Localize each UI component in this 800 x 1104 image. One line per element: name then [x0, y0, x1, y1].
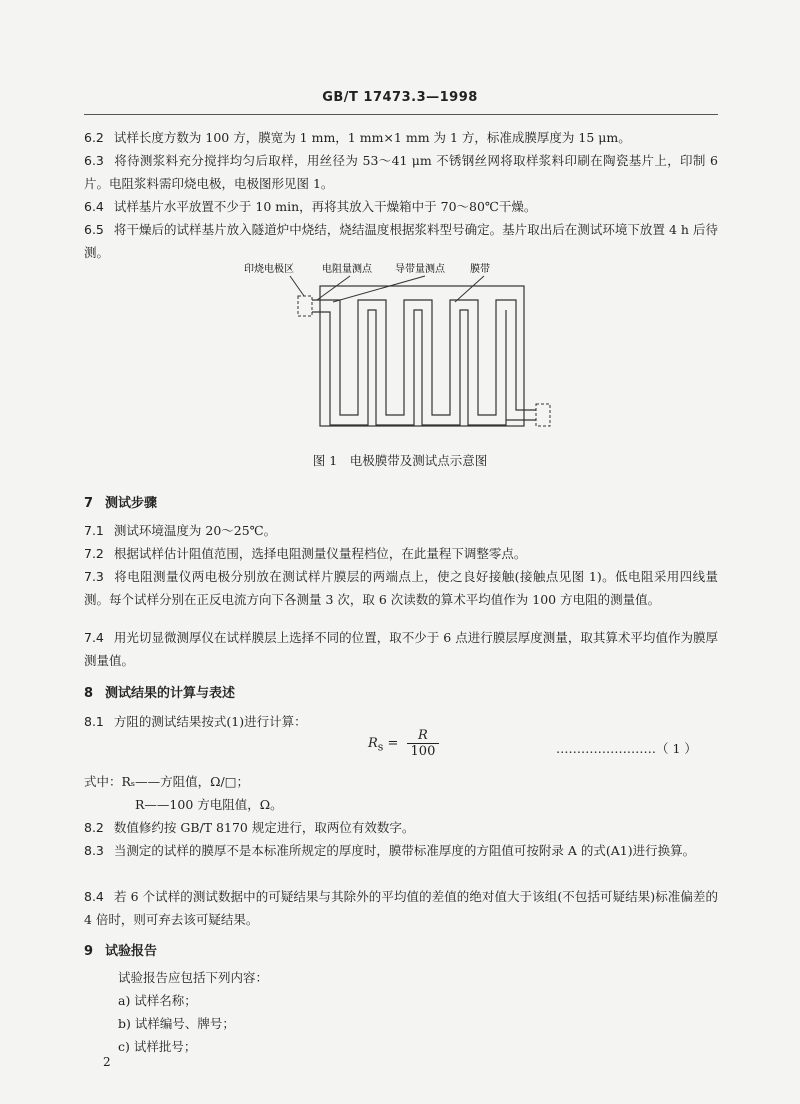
clause-number: 8.1 — [84, 714, 104, 729]
report-item-a: a) 试样名称； — [118, 993, 197, 1008]
clause-text: 若 6 个试样的测试数据中的可疑结果与其除外的平均值的差值的绝对值大于该组(不包括可疑结果)标准偏差的 4 倍时，则可弃去该可疑结果。 — [84, 889, 718, 927]
formula-equals: = — [383, 736, 403, 751]
section-9-heading — [84, 940, 157, 959]
section-title: 测试结果的计算与表述 — [105, 686, 236, 701]
clause-number: 8.2 — [84, 820, 104, 835]
label-resistance-point: 电阻量测点 — [322, 264, 372, 275]
label-print-electrode-area: 印烧电极区 — [244, 264, 294, 275]
clause-8-2 — [84, 816, 718, 839]
equation-number: ……………………（ 1 ） — [556, 741, 697, 756]
figure-caption: 图 1 电极膜带及测试点示意图 — [312, 453, 488, 468]
clause-text: 方阻的测试结果按式(1)进行计算： — [113, 714, 307, 729]
clause-text: 将待测浆料充分搅拌均匀后取样，用丝径为 53～41 μm 不锈钢丝网将取样浆料印刷在陶瓷基片上，印制 6 片。电阻浆料需印烧电极，电极图形见图 1。 — [84, 153, 718, 191]
section-number: 8 — [84, 686, 94, 701]
clause-7-1 — [84, 519, 718, 542]
right-electrode-box — [536, 404, 550, 426]
clause-number: 7.3 — [84, 569, 104, 584]
clause-number: 7.1 — [84, 523, 104, 538]
where-line-2: R——100 方电阻值，Ω。 — [135, 797, 283, 812]
clause-number: 8.4 — [84, 889, 104, 904]
clause-text: 当测定的试样的膜厚不是本标准所规定的厚度时，膜带标准厚度的方阻值可按附录 A 的式(A1)进行换算。 — [113, 843, 696, 858]
clause-text: 将干燥后的试样基片放入隧道炉中烧结，烧结温度根据浆料型号确定。基片取出后在测试环境下放置 4 h 后待测。 — [84, 222, 718, 260]
clause-7-4 — [84, 626, 718, 672]
formula-sub: s — [377, 740, 384, 754]
formula-denominator: 100 — [410, 744, 436, 759]
clause-text: 将电阻测量仪两电极分别放在测试样片膜层的两端点上，使之良好接触(接触点见图 1)。低电阻采用四线量测。每个试样分别在正反电流方向下各测量 3 次，取 6 次读数的算术平均值作为 100 方电阻的测量值。 — [84, 569, 718, 607]
clause-text: 试样基片水平放置不少于 10 min，再将其放入干燥箱中于 70～80℃干燥。 — [113, 199, 537, 214]
section-number: 7 — [84, 496, 94, 511]
clause-number: 6.4 — [84, 199, 104, 214]
clause-text: 用光切显微测厚仪在试样膜层上选择不同的位置，取不少于 6 点进行膜层厚度测量，取其算术平均值作为膜厚测量值。 — [84, 630, 718, 668]
clause-number: 8.3 — [84, 843, 104, 858]
clause-text: 测试环境温度为 20～25℃。 — [113, 523, 277, 538]
clause-7-2 — [84, 542, 718, 565]
clause-number: 6.5 — [84, 222, 104, 237]
report-item-b: b) 试样编号、牌号； — [118, 1016, 235, 1031]
report-intro: 试验报告应包括下列内容： — [118, 970, 269, 985]
section-number: 9 — [84, 944, 94, 959]
formula-fraction — [407, 728, 440, 759]
section-8-heading — [84, 682, 235, 701]
clause-number: 6.3 — [84, 153, 104, 168]
label-conductor-point: 导带量测点 — [395, 264, 445, 275]
section-7-heading — [84, 492, 157, 511]
label-film-strip: 膜带 — [470, 264, 490, 275]
clause-number: 7.4 — [84, 630, 104, 645]
formula-numerator: R — [407, 728, 440, 744]
section-title: 测试步骤 — [105, 496, 158, 511]
where-line-1: 式中：Rₛ——方阻值，Ω/□； — [84, 774, 250, 789]
clause-8-3 — [84, 839, 718, 862]
clause-text: 根据试样估计阻值范围，选择电阻测量仪量程档位，在此量程下调整零点。 — [113, 546, 527, 561]
clause-number: 7.2 — [84, 546, 104, 561]
report-item-c: c) 试样批号； — [118, 1039, 197, 1054]
electrode-diagram — [0, 0, 800, 450]
left-electrode-box — [298, 296, 312, 316]
section-title: 试验报告 — [105, 944, 158, 959]
clause-text: 数值修约按 GB/T 8170 规定进行，取两位有效数字。 — [113, 820, 415, 835]
clause-text: 试样长度方数为 100 方，膜宽为 1 mm，1 mm×1 mm 为 1 方，标准成膜厚度为 15 μm。 — [113, 130, 631, 145]
clause-7-3 — [84, 565, 718, 611]
clause-number: 6.2 — [84, 130, 104, 145]
formula-lhs: R — [368, 736, 378, 751]
standard-header: GB/T 17473.3—1998 — [322, 90, 478, 105]
formula-1 — [368, 728, 439, 759]
page-number: 2 — [103, 1055, 111, 1069]
clause-8-4 — [84, 885, 718, 931]
